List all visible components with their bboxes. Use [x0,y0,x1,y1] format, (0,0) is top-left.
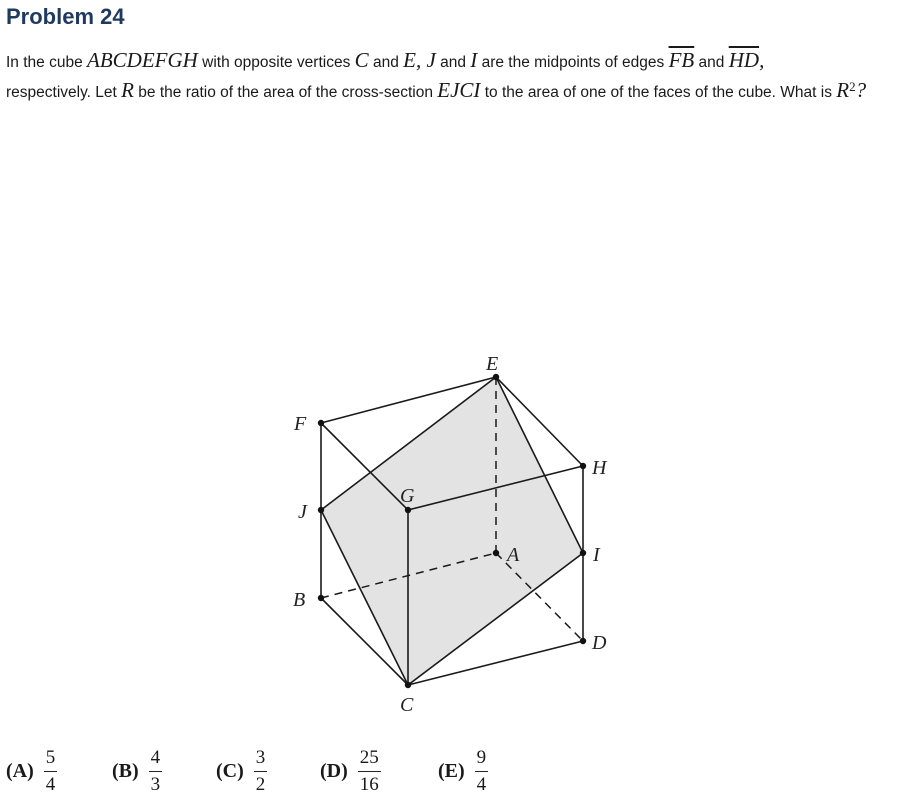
point-f [318,420,324,426]
denominator: 4 [45,773,56,795]
numerator: 3 [254,747,268,772]
choice-letter: (D) [320,759,348,782]
text: to the area of one of the faces of the cube. What is [480,84,837,102]
text: respectively. Let [6,84,122,102]
answer-choices [0,742,900,800]
label-a: A [507,544,520,566]
choice-fraction [149,747,163,796]
choice-fraction [358,747,381,796]
math-vertices-ej: E, J [403,48,436,72]
math-section: EJCI [437,78,481,103]
math-r-squared: R [836,78,850,103]
point-i [580,550,586,556]
point-d [580,638,586,644]
label-f: F [294,413,307,435]
choice-b[interactable] [112,742,162,800]
punctuation: , [759,48,765,72]
numerator: 4 [149,747,163,772]
math-vertex-c: C [354,48,369,72]
choice-d[interactable] [320,742,381,800]
choice-fraction [254,747,268,796]
punctuation: ? [855,78,867,103]
math-r: R [121,78,134,103]
numerator: 9 [475,747,489,772]
choice-a[interactable] [6,742,57,800]
text: be the ratio of the area of the cross-section [133,84,438,102]
label-j: J [298,501,307,523]
label-i: I [593,544,600,566]
text: and [694,54,729,71]
point-c [405,682,411,688]
choice-c[interactable] [216,742,267,800]
label-h: H [592,457,607,479]
label-e: E [486,353,499,375]
point-g [405,507,411,513]
label-g: G [400,485,415,507]
label-d: D [592,632,607,654]
text: and [368,54,404,71]
choice-letter: (B) [112,759,139,782]
point-h [580,463,586,469]
choice-letter: (E) [438,759,465,782]
point-a [493,550,499,556]
cross-section-ejci [321,377,583,685]
text: are the midpoints of edges [477,54,669,71]
choice-letter: (C) [216,759,244,782]
denominator: 3 [150,773,161,795]
numerator: 5 [44,747,58,772]
point-j [318,507,324,513]
denominator: 16 [359,773,379,795]
text: with opposite vertices [197,54,355,71]
math-cube: ABCDEFGH [87,48,198,72]
choice-letter: (A) [6,759,34,782]
label-c: C [400,694,414,716]
label-b: B [293,589,306,611]
text: In the cube [6,54,88,71]
math-vertex-i: I [470,48,478,72]
choice-fraction [475,747,489,796]
choice-fraction [44,747,58,796]
point-b [318,595,324,601]
denominator: 2 [255,773,266,795]
denominator: 4 [476,773,487,795]
problem-title: Problem 24 [6,4,125,29]
text: and [435,54,471,71]
numerator: 25 [358,747,381,772]
math-edge-fb: $\overline{FB}$ [668,48,695,72]
math-edge-hd: $\overline{HD}$ [728,48,760,72]
math-exponent: 2 [849,79,856,94]
choice-e[interactable] [438,742,488,800]
